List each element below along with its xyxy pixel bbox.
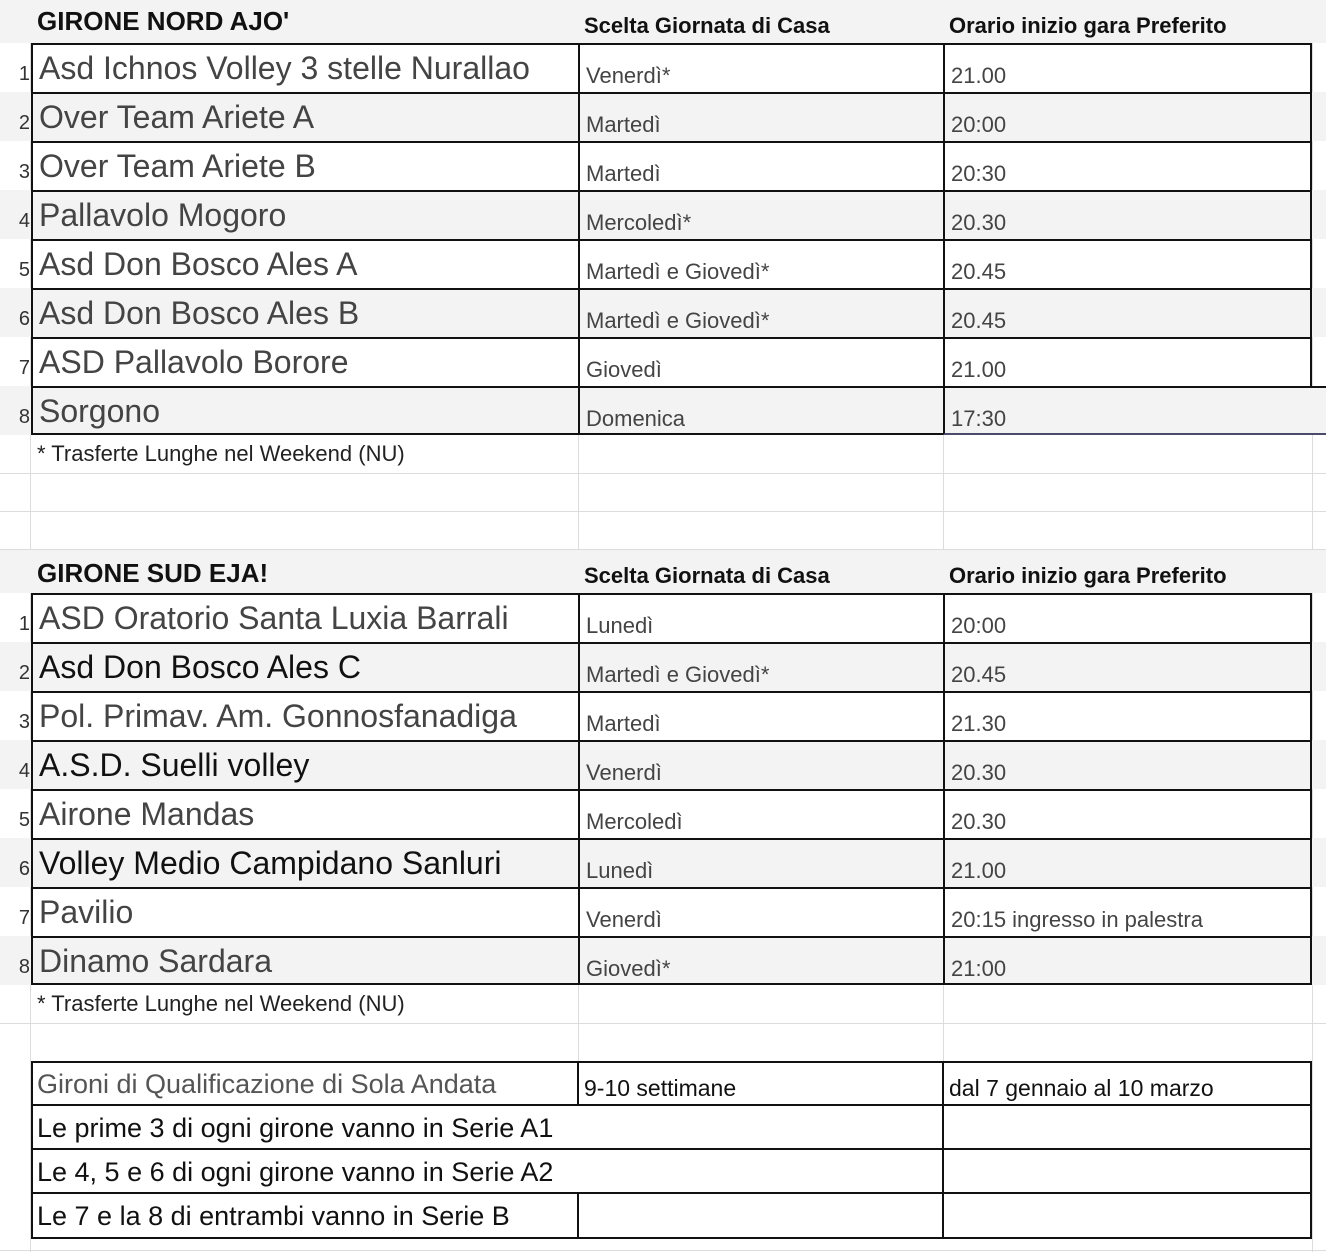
start-time: 20:00 — [943, 593, 1312, 642]
row-number: 8 — [18, 406, 30, 428]
team-name: Pavilio — [31, 887, 578, 936]
home-day: Giovedì* — [578, 936, 943, 985]
start-time: 20.45 — [943, 239, 1312, 288]
start-time: 20.30 — [943, 740, 1312, 789]
home-day: Mercoledì — [578, 789, 943, 838]
team-name: Over Team Ariete B — [31, 141, 578, 190]
summary-row-4 — [0, 1193, 1326, 1237]
home-day: Martedì — [578, 141, 943, 190]
table-row — [0, 337, 1326, 386]
home-day: Lunedì — [578, 838, 943, 887]
summary-serie-a1: Le prime 3 di ogni girone vanno in Serie A1 — [37, 1113, 554, 1143]
team-name: ASD Pallavolo Borore — [31, 337, 578, 386]
nord-note-row — [0, 435, 1326, 473]
start-time: 20.45 — [943, 288, 1312, 337]
team-name: Pallavolo Mogoro — [31, 190, 578, 239]
table-row — [0, 789, 1326, 838]
home-day: Venerdì — [578, 740, 943, 789]
home-day: Martedì e Giovedì* — [578, 642, 943, 691]
home-day: Giovedì — [578, 337, 943, 386]
nord-title: GIRONE NORD AJO' — [37, 6, 290, 36]
nord-col-day-header: Scelta Giornata di Casa — [584, 13, 830, 38]
start-time: 21.30 — [943, 691, 1312, 740]
table-row — [0, 239, 1326, 288]
summary-divider — [577, 1061, 579, 1105]
team-name: Asd Ichnos Volley 3 stelle Nurallao — [31, 43, 578, 92]
row-number: 7 — [18, 907, 30, 929]
home-day: Martedì — [578, 691, 943, 740]
grid-line — [0, 511, 1326, 512]
row-number: 6 — [18, 858, 30, 880]
home-day: Venerdì* — [578, 43, 943, 92]
summary-row-2 — [0, 1105, 1326, 1149]
summary-qualification-label: Gironi di Qualificazione di Sola Andata — [37, 1069, 497, 1099]
row-number: 4 — [18, 210, 30, 232]
sud-note-row — [0, 985, 1326, 1023]
sud-title: GIRONE SUD EJA! — [37, 558, 269, 588]
row-number: 2 — [18, 112, 30, 134]
summary-serie-a2: Le 4, 5 e 6 di ogni girone vanno in Serie A2 — [37, 1157, 554, 1187]
team-name: A.S.D. Suelli volley — [31, 740, 578, 789]
row-number: 7 — [18, 357, 30, 379]
summary-weeks: 9-10 settimane — [584, 1075, 737, 1101]
team-name: Airone Mandas — [31, 789, 578, 838]
table-row — [0, 141, 1326, 190]
start-time: 20:15 ingresso in palestra — [943, 887, 1312, 936]
summary-divider — [942, 1061, 944, 1239]
table-row — [0, 43, 1326, 92]
row-number: 5 — [18, 259, 30, 281]
team-name: Dinamo Sardara — [31, 936, 578, 985]
row-number: 4 — [18, 760, 30, 782]
summary-serie-b: Le 7 e la 8 di entrambi vanno in Serie B — [37, 1201, 510, 1231]
table-row — [0, 288, 1326, 337]
row-number: 1 — [18, 613, 30, 635]
team-name: Asd Don Bosco Ales A — [31, 239, 578, 288]
summary-row-1 — [0, 1061, 1326, 1105]
start-time: 20:30 — [943, 141, 1312, 190]
sud-col-day-header: Scelta Giornata di Casa — [584, 563, 830, 588]
home-day: Lunedì — [578, 593, 943, 642]
home-day: Martedì e Giovedì* — [578, 239, 943, 288]
row-number: 3 — [18, 711, 30, 733]
sud-col-time-header: Orario inizio gara Preferito — [949, 563, 1227, 588]
team-name: Asd Don Bosco Ales B — [31, 288, 578, 337]
table-row — [0, 92, 1326, 141]
start-time: 20.45 — [943, 642, 1312, 691]
start-time: 21.00 — [943, 838, 1312, 887]
summary-dates: dal 7 gennaio al 10 marzo — [949, 1075, 1214, 1101]
row-number: 1 — [18, 63, 30, 85]
start-time: 21:00 — [943, 936, 1312, 985]
home-day: Domenica — [578, 386, 943, 435]
table-row — [0, 887, 1326, 936]
start-time: 20.30 — [943, 789, 1312, 838]
team-name: Volley Medio Campidano Sanluri — [31, 838, 578, 887]
start-time: 17:30 — [943, 386, 1326, 435]
summary-divider — [31, 1104, 1312, 1106]
team-name: Pol. Primav. Am. Gonnosfanadiga — [31, 691, 578, 740]
row-number: 5 — [18, 809, 30, 831]
home-day: Martedì — [578, 92, 943, 141]
team-name: Over Team Ariete A — [31, 92, 578, 141]
team-name: Asd Don Bosco Ales C — [31, 642, 578, 691]
nord-header-row — [0, 0, 1326, 43]
start-time: 21.00 — [943, 337, 1312, 386]
nord-col-time-header: Orario inizio gara Preferito — [949, 13, 1227, 38]
table-row — [0, 190, 1326, 239]
table-row — [0, 838, 1326, 887]
table-row — [0, 593, 1326, 642]
grid-line — [0, 1250, 1326, 1251]
table-row — [0, 691, 1326, 740]
start-time: 21.00 — [943, 43, 1312, 92]
summary-divider — [577, 1193, 579, 1239]
nord-note: * Trasferte Lunghe nel Weekend (NU) — [37, 441, 405, 466]
summary-row-3 — [0, 1149, 1326, 1193]
home-day: Mercoledì* — [578, 190, 943, 239]
row-number: 8 — [18, 956, 30, 978]
team-name: Sorgono — [31, 386, 578, 435]
row-number: 6 — [18, 308, 30, 330]
table-row — [0, 386, 1326, 435]
home-day: Venerdì — [578, 887, 943, 936]
row-number: 2 — [18, 662, 30, 684]
grid-line — [0, 1023, 1326, 1024]
sud-note: * Trasferte Lunghe nel Weekend (NU) — [37, 991, 405, 1016]
table-row — [0, 642, 1326, 691]
start-time: 20:00 — [943, 92, 1312, 141]
table-row — [0, 740, 1326, 789]
row-number: 3 — [18, 161, 30, 183]
home-day: Martedì e Giovedì* — [578, 288, 943, 337]
start-time: 20.30 — [943, 190, 1312, 239]
grid-line — [0, 473, 1326, 474]
table-row — [0, 936, 1326, 985]
sud-header-row — [0, 550, 1326, 593]
team-name: ASD Oratorio Santa Luxia Barrali — [31, 593, 578, 642]
summary-divider — [31, 1148, 1312, 1150]
summary-divider — [31, 1192, 1312, 1194]
